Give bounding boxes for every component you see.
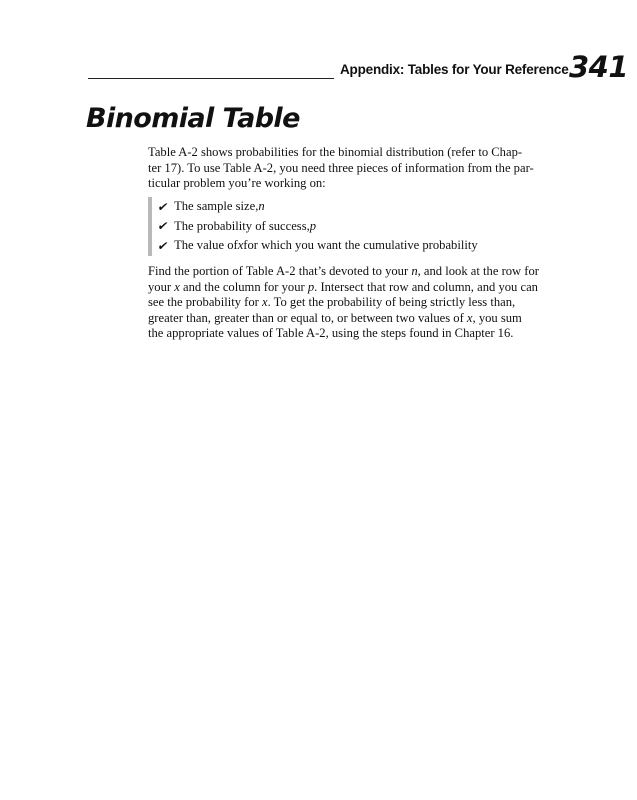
check-mark-icon: ✔ [156, 219, 170, 234]
page-number: 341 [569, 50, 629, 84]
body-line [148, 311, 568, 327]
text-run: your [148, 279, 175, 294]
bullet-text: The sample size, [174, 199, 259, 214]
running-header: Appendix: Tables for Your Reference [340, 62, 569, 77]
list-item [158, 236, 478, 256]
check-mark-icon: ✔ [156, 199, 170, 214]
body-paragraph [148, 264, 568, 342]
body-line: the appropriate values of Table A-2, using the steps found in Chapter 16. [148, 326, 514, 340]
section-title: Binomial Table [86, 103, 300, 134]
body-line [148, 264, 568, 280]
variable: n [411, 264, 418, 278]
text-run: . Intersect that row and column, and you can [314, 279, 538, 294]
text-run: Find the portion of Table A-2 that’s devoted to your [148, 264, 412, 278]
bullet-text: The value of [174, 238, 238, 253]
intro-paragraph [148, 145, 568, 192]
intro-line: ticular problem you’re working on: [148, 176, 326, 190]
text-run: , and look at the row for [417, 264, 539, 278]
variable: x [174, 279, 180, 294]
text-run: see the probability for [148, 295, 263, 309]
intro-line: Table A-2 shows probabilities for the binomial distribution (refer to Chap- [148, 145, 523, 159]
text-run: , you sum [472, 310, 522, 325]
bullet-text-after: for which you want the cumulative probability [243, 238, 478, 253]
list-item [158, 217, 478, 237]
bullet-variable: x [237, 238, 244, 253]
variable: x [262, 295, 268, 309]
body-line [148, 280, 568, 296]
bullet-text: The probability of success, [174, 218, 310, 233]
body-line [148, 295, 568, 311]
text-run: greater than, greater than or equal to, or between two values of [148, 310, 467, 325]
bullet-list [148, 197, 478, 256]
bullet-variable: n [258, 199, 265, 214]
intro-line: ter 17). To use Table A-2, you need three pieces of information from the par- [148, 160, 534, 175]
check-mark-icon: ✔ [156, 238, 170, 253]
text-run: . To get the probability of being strictly less than, [267, 295, 516, 309]
header-rule [88, 78, 334, 79]
list-item [158, 197, 478, 217]
text-run: and the column for your [179, 279, 308, 294]
variable: x [466, 310, 473, 325]
variable: p [307, 279, 315, 294]
bullet-variable: p [309, 218, 317, 233]
